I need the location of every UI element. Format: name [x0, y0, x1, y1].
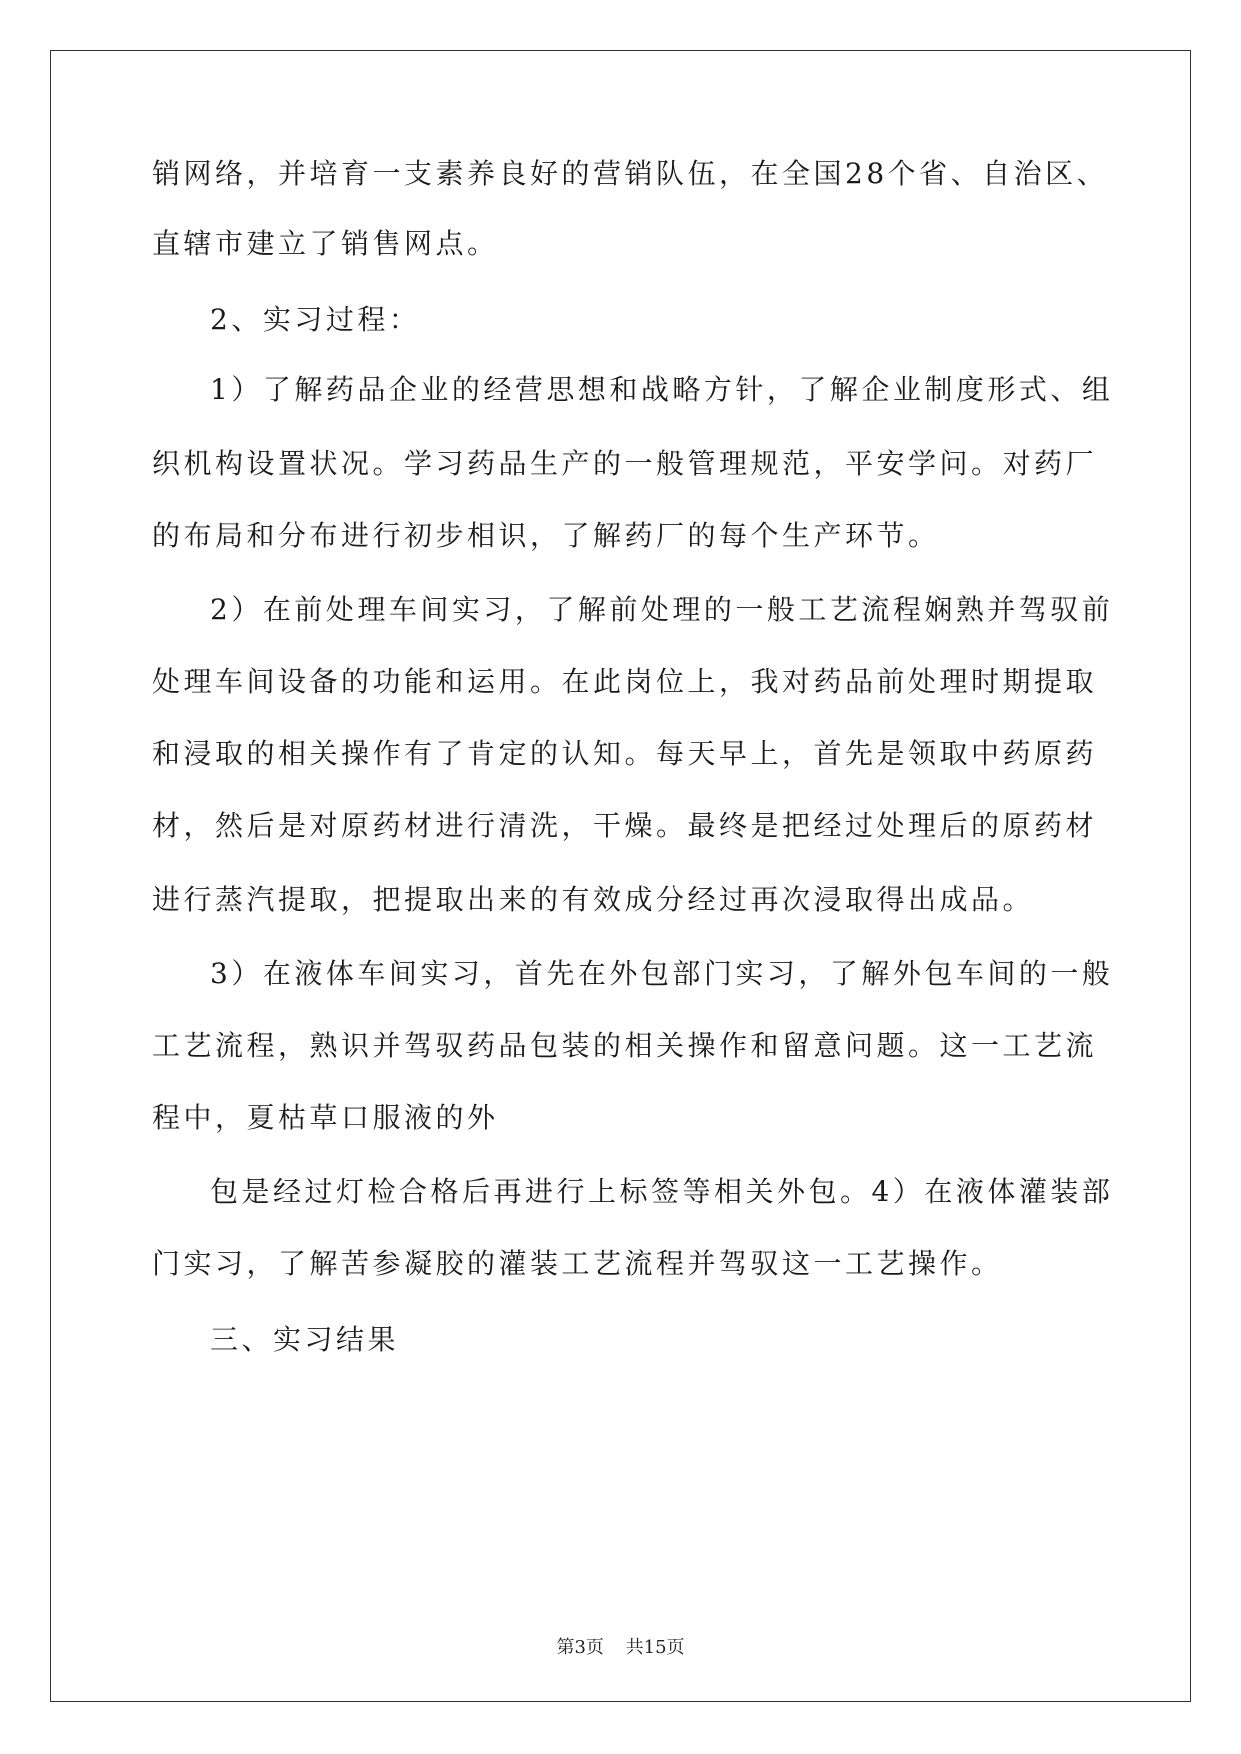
page-total: 共15页 [625, 1637, 685, 1658]
text-line: 直辖市建立了销售网点。 [152, 227, 499, 260]
text-line: 进行蒸汽提取，把提取出来的有效成分经过再次浸取得出成品。 [152, 883, 1035, 916]
page-footer [0, 1636, 1241, 1660]
text-line: 织机构设置状况。学习药品生产的一般管理规范，平安学问。对药厂 [152, 447, 1098, 480]
section-heading: 2、实习过程： [210, 303, 421, 336]
text-line: 门实习，了解苦参凝胶的灌装工艺流程并驾驭这一工艺操作。 [152, 1247, 1003, 1280]
text-line: 的布局和分布进行初步相识，了解药厂的每个生产环节。 [152, 519, 940, 552]
text-line: 销网络，并培育一支素养良好的营销队伍，在全国28个省、自治区、 [152, 157, 1109, 190]
text-line: 2）在前处理车间实习，了解前处理的一般工艺流程娴熟并驾驭前 [210, 593, 1114, 626]
page-border [50, 50, 1191, 1702]
text-line: 3）在液体车间实习，首先在外包部门实习，了解外包车间的一般 [210, 957, 1114, 990]
text-line: 工艺流程，熟识并驾驭药品包装的相关操作和留意问题。这一工艺流 [152, 1029, 1098, 1062]
text-line: 包是经过灯检合格后再进行上标签等相关外包。4）在液体灌装部 [210, 1175, 1114, 1208]
section-heading: 三、实习结果 [210, 1323, 400, 1356]
text-line: 1）了解药品企业的经营思想和战略方针，了解企业制度形式、组 [210, 373, 1114, 406]
text-line: 和浸取的相关操作有了肯定的认知。每天早上，首先是领取中药原药 [152, 737, 1098, 770]
text-line: 处理车间设备的功能和运用。在此岗位上，我对药品前处理时期提取 [152, 665, 1098, 698]
page-number: 第3页 [556, 1637, 604, 1658]
text-line: 程中，夏枯草口服液的外 [152, 1101, 499, 1134]
text-line: 材，然后是对原药材进行清洗，干燥。最终是把经过处理后的原药材 [152, 809, 1098, 842]
